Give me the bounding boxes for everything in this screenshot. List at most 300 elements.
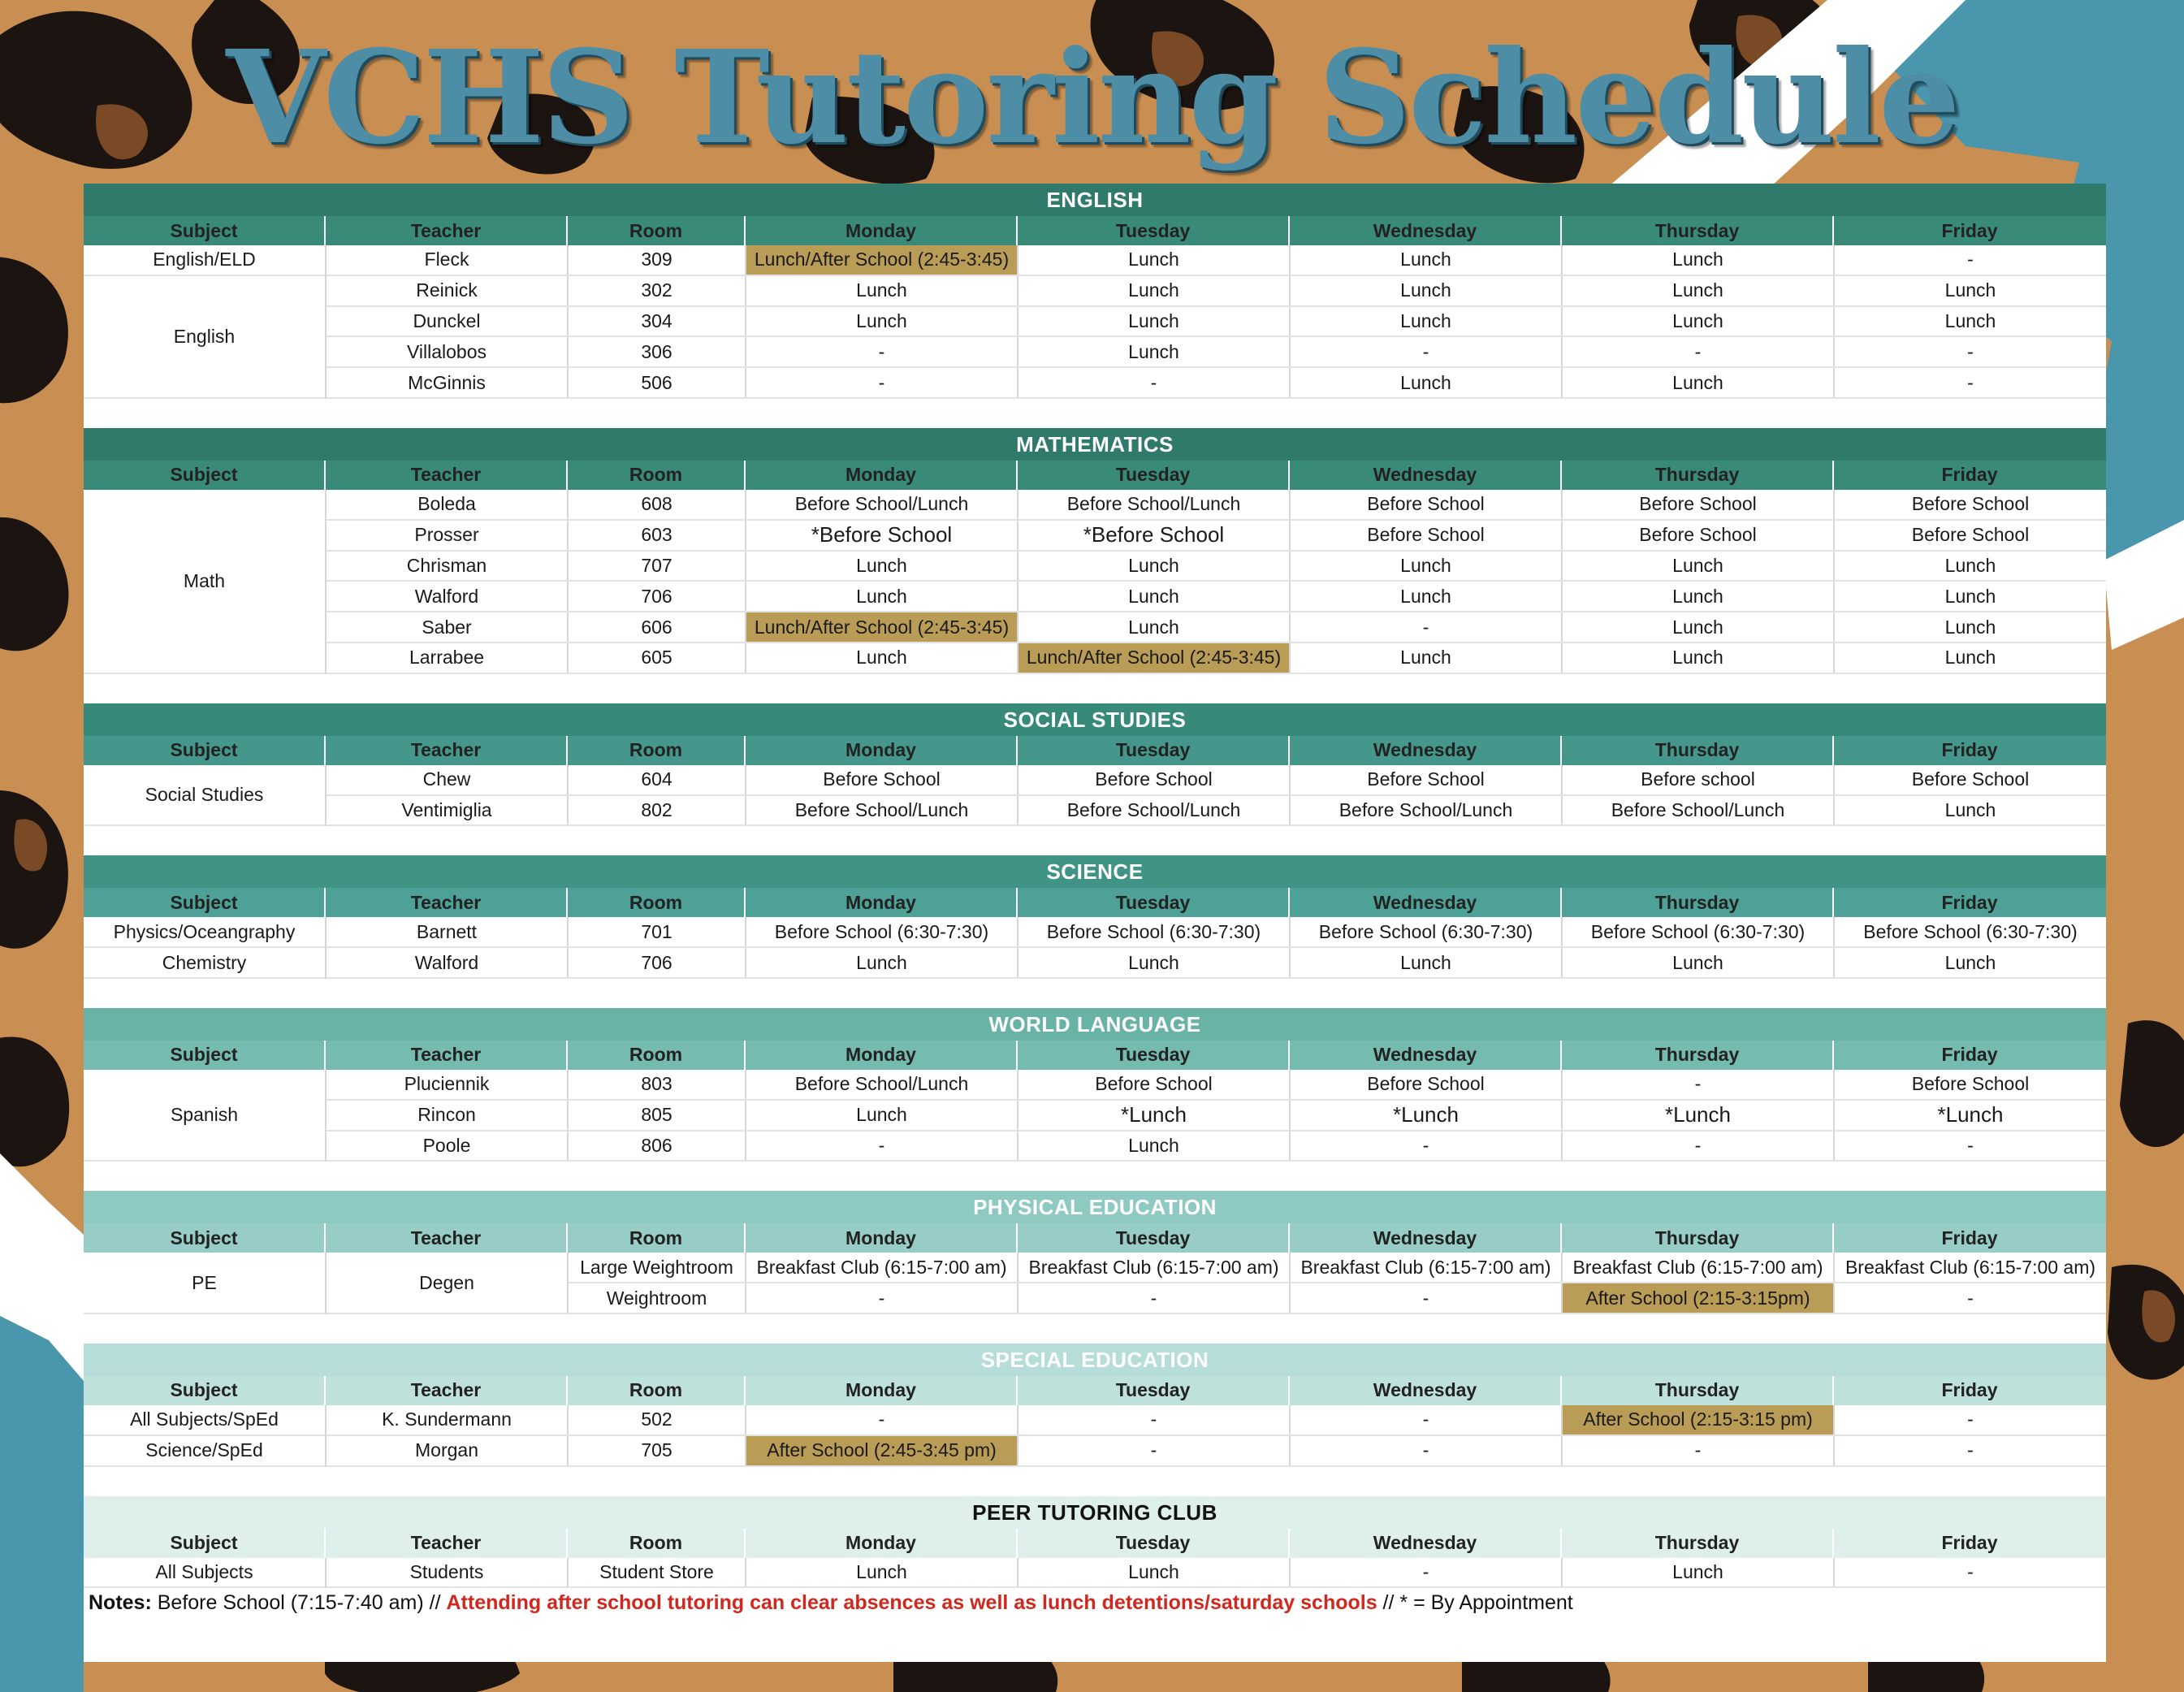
table-row [327,948,2106,979]
column-header: Teacher [326,1529,568,1558]
column-header: Wednesday [1290,216,1562,245]
teacher-cell: Degen [327,1253,569,1314]
notes-label: Notes: [89,1591,152,1615]
group-rows [327,765,2106,827]
column-header: Teacher [326,1041,568,1070]
table-row [327,307,2106,338]
column-header: Tuesday [1018,1041,1290,1070]
table-row [327,917,2106,948]
teacher-cell: Walford [327,582,569,611]
day-cell: Lunch [1944,585,1996,607]
column-header: Subject [84,1223,326,1253]
notes-appointment: // * = By Appointment [1377,1591,1573,1615]
merged-rows [569,1253,2106,1314]
day-cell: - [1967,1134,1974,1156]
column-header: Thursday [1562,1376,1834,1405]
teacher-cell: Chrisman [327,552,569,581]
room-cell: 604 [569,765,746,794]
day-cell: - [746,1283,1018,1313]
column-header: Friday [1941,1227,1998,1248]
group-rows [327,1436,2106,1467]
group-rows [327,245,2106,276]
room-cell: 605 [569,643,746,673]
room-cell: 803 [569,1070,746,1099]
subject-column [84,490,327,674]
section-title: PHYSICAL EDUCATION [84,1191,2106,1223]
teacher-cell: Rincon [327,1101,569,1130]
day-cell: - [1018,368,1291,397]
column-header: Wednesday [1290,1223,1562,1253]
room-cell: 706 [569,582,746,611]
day-cell: Before School (6:30-7:30) [1291,917,1563,946]
day-cell: Breakfast Club (6:15-7:00 am) [1845,1256,2096,1278]
day-cell: Breakfast Club (6:15-7:00 am) [746,1253,1018,1282]
day-cell: *Lunch [1563,1101,1835,1130]
group-rows [327,490,2106,674]
column-header: Monday [746,216,1018,245]
day-cell: Lunch [1563,582,1835,611]
subject-column [84,1405,327,1436]
column-header: Friday [1941,1044,1998,1066]
day-cell: *Before School [1018,521,1291,550]
day-cell: - [1018,1405,1291,1435]
column-header: Subject [84,216,326,245]
day-cell: Lunch [1018,245,1291,275]
column-header: Wednesday [1290,461,1562,490]
day-cell: Lunch [1291,368,1563,397]
day-cell: - [1967,1409,1974,1430]
column-header: Subject [84,1376,326,1405]
table-row [327,1558,2106,1589]
day-cell: Lunch [746,552,1018,581]
section-spacer [84,1467,2106,1496]
day-cell: - [746,1405,1018,1435]
room-cell: 603 [569,521,746,550]
day-cell: - [1291,1558,1563,1587]
section-title: SOCIAL STUDIES [84,703,2106,736]
day-cell: Before School/Lunch [1291,796,1563,825]
subject-cell: PE [84,1253,325,1314]
teacher-cell: K. Sundermann [327,1405,569,1435]
table-row [327,552,2106,582]
section-english [84,184,2106,399]
day-cell: Lunch [1563,368,1835,397]
day-cell: Before School [1911,768,2030,790]
day-cell: Lunch [1563,1558,1835,1587]
column-header: Tuesday [1018,736,1290,765]
day-cell: Lunch/After School (2:45-3:45) [746,245,1018,275]
day-cell: Lunch [1563,552,1835,581]
day-cell: *Lunch [1937,1102,2004,1127]
day-cell: Lunch [1291,245,1563,275]
section-spacer [84,979,2106,1008]
notes-line [84,1588,2106,1617]
column-header: Subject [84,888,326,917]
column-header: Room [568,1223,746,1253]
section-social_studies [84,703,2106,827]
table-row [327,276,2106,307]
day-cell: *Lunch [1018,1101,1291,1130]
day-cell: Lunch [1291,643,1563,673]
column-header: Room [568,216,746,245]
table-row [327,337,2106,368]
group-rows [327,1253,2106,1314]
column-header: Monday [746,1041,1018,1070]
group-rows [327,1405,2106,1436]
teacher-cell: Boleda [327,490,569,519]
column-header: Room [568,1376,746,1405]
column-header: Thursday [1562,888,1834,917]
day-cell: Lunch [1018,948,1291,977]
day-cell: Before School [1911,524,2030,546]
teacher-cell: Pluciennik [327,1070,569,1099]
subject-column [84,1436,327,1467]
column-header: Thursday [1562,1223,1834,1253]
column-header: Monday [746,1223,1018,1253]
day-cell: Lunch [746,1558,1018,1587]
room-cell: 608 [569,490,746,519]
column-header: Monday [746,888,1018,917]
day-cell: - [1563,1436,1835,1465]
table-row [327,612,2106,643]
table-row [327,1101,2106,1132]
section-peer_tutoring [84,1496,2106,1589]
subject-column [84,917,327,948]
room-cell: 502 [569,1405,746,1435]
group-rows [327,276,2106,399]
room-cell: 701 [569,917,746,946]
day-cell: Lunch [1018,307,1291,336]
column-header: Wednesday [1290,1376,1562,1405]
table-row [327,582,2106,612]
room-cell: 707 [569,552,746,581]
day-cell: Before school [1563,765,1835,794]
room-cell: Student Store [569,1558,746,1587]
day-cell: Lunch [1563,948,1835,977]
day-cell: - [1563,1132,1835,1161]
subject-cell: English [84,276,325,399]
column-header: Teacher [326,736,568,765]
day-cell: Lunch [746,307,1018,336]
day-cell: Before School [1291,765,1563,794]
day-cell: Lunch [1018,1132,1291,1161]
column-header: Room [568,736,746,765]
table-row [327,1405,2106,1436]
section-science [84,855,2106,979]
section-title: ENGLISH [84,184,2106,216]
column-header: Teacher [326,888,568,917]
column-header: Wednesday [1290,1529,1562,1558]
day-cell: - [1967,249,1974,270]
room-cell: 506 [569,368,746,397]
day-cell: Lunch [1944,798,1996,820]
header-row [84,1529,2106,1558]
table-row [327,643,2106,674]
day-cell: Lunch [1944,554,1996,576]
section-physical_education [84,1191,2106,1314]
header-row [84,1223,2106,1253]
day-cell: Before School (6:30-7:30) [1018,917,1291,946]
teacher-cell: Ventimiglia [327,796,569,825]
day-cell: - [1291,1436,1563,1465]
table-row [327,1436,2106,1467]
header-row [84,736,2106,765]
day-cell: - [746,1132,1018,1161]
column-header: Thursday [1562,216,1834,245]
teacher-cell: Fleck [327,245,569,275]
day-cell: Lunch [1944,309,1996,331]
subject-group [84,917,2106,948]
notes-highlight: Attending after school tutoring can clear absences as well as lunch detentions/saturday schools [446,1591,1377,1615]
day-cell: - [1291,1132,1563,1161]
notes-before-school: Before School (7:15-7:40 am) // [151,1591,447,1615]
teacher-cell: Prosser [327,521,569,550]
column-header: Thursday [1562,1529,1834,1558]
column-header: Tuesday [1018,1529,1290,1558]
day-cell: After School (2:15-3:15pm) [1563,1283,1835,1313]
section-mathematics [84,428,2106,674]
column-header: Room [568,461,746,490]
subject-group [84,1436,2106,1467]
column-header: Monday [746,1376,1018,1405]
day-cell: Before School [1911,1073,2030,1095]
subject-group [84,1253,2106,1314]
column-header: Teacher [326,461,568,490]
header-row [84,461,2106,490]
room-cell: 606 [569,612,746,642]
day-cell: Lunch/After School (2:45-3:45) [1018,643,1291,673]
room-cell: Large Weightroom [569,1253,746,1282]
teacher-cell: Students [327,1558,569,1587]
section-title: WORLD LANGUAGE [84,1008,2106,1041]
column-header: Tuesday [1018,461,1290,490]
table-row [327,245,2106,276]
column-header: Thursday [1562,736,1834,765]
group-rows [327,1070,2106,1162]
day-cell: Before School [1018,765,1291,794]
day-cell: Before School/Lunch [746,796,1018,825]
column-header: Friday [1941,891,1998,913]
day-cell: - [1018,1436,1291,1465]
group-rows [327,917,2106,948]
subject-cell: Spanish [84,1070,325,1162]
room-cell: 805 [569,1101,746,1130]
day-cell: Lunch [1291,307,1563,336]
day-cell: Lunch [1291,276,1563,305]
day-cell: - [1291,612,1563,642]
teacher-cell: Chew [327,765,569,794]
table-row [569,1253,2106,1283]
header-row [84,1376,2106,1405]
day-cell: - [1967,1439,1974,1461]
subject-cell: All Subjects [84,1558,325,1589]
table-row [327,521,2106,552]
subject-group [84,948,2106,979]
teacher-cell: Poole [327,1132,569,1161]
day-cell: Lunch [1944,951,1996,973]
teacher-cell: Barnett [327,917,569,946]
teacher-cell: Walford [327,948,569,977]
day-cell: Before School/Lunch [1018,490,1291,519]
teacher-cell: Saber [327,612,569,642]
subject-cell: Physics/Oceangraphy [84,917,325,948]
table-row [327,765,2106,796]
header-row [84,216,2106,245]
room-cell: 306 [569,337,746,366]
subject-column [84,948,327,979]
day-cell: Before School [1291,1070,1563,1099]
day-cell: *Before School [746,521,1018,550]
subject-column [84,1253,327,1314]
subject-cell: Social Studies [84,765,325,827]
day-cell: Lunch [1291,948,1563,977]
day-cell: Before School (6:30-7:30) [1563,917,1835,946]
column-header: Monday [746,461,1018,490]
table-row [327,368,2106,399]
day-cell: - [746,368,1018,397]
section-spacer [84,826,2106,855]
room-cell: 302 [569,276,746,305]
group-rows [327,1558,2106,1589]
column-header: Friday [1941,739,1998,761]
day-cell: Before School/Lunch [1563,796,1835,825]
teacher-cell: Morgan [327,1436,569,1465]
table-row [327,796,2106,827]
section-title: SCIENCE [84,855,2106,888]
page-title: VCHS Tutoring Schedule [226,23,1958,173]
column-header: Tuesday [1018,216,1290,245]
column-header: Wednesday [1290,888,1562,917]
column-header: Tuesday [1018,1223,1290,1253]
day-cell: - [1563,1070,1835,1099]
table-row [327,1070,2106,1101]
column-header: Friday [1941,1532,1998,1554]
section-title: PEER TUTORING CLUB [84,1496,2106,1529]
day-cell: Before School [1563,521,1835,550]
day-cell: Before School [1563,490,1835,519]
day-cell: Lunch [1563,276,1835,305]
column-header: Subject [84,1041,326,1070]
teacher-cell: McGinnis [327,368,569,397]
day-cell: Lunch [1944,279,1996,301]
day-cell: Lunch [1018,276,1291,305]
day-cell: Lunch [1944,647,1996,669]
section-spacer [84,399,2106,428]
column-header: Tuesday [1018,888,1290,917]
day-cell: Breakfast Club (6:15-7:00 am) [1291,1253,1563,1282]
day-cell: Before School/Lunch [746,1070,1018,1099]
day-cell: Before School [746,765,1018,794]
day-cell: Before School [1291,490,1563,519]
day-cell: Lunch [746,1101,1018,1130]
subject-group [84,765,2106,827]
column-header: Friday [1941,219,1998,241]
day-cell: - [1563,337,1835,366]
header-row [84,1041,2106,1070]
subject-group [84,245,2106,276]
header-row [84,888,2106,917]
day-cell: Lunch [746,643,1018,673]
day-cell: Lunch [746,948,1018,977]
column-header: Room [568,1041,746,1070]
day-cell: Before School/Lunch [1018,796,1291,825]
subject-group [84,1405,2106,1436]
schedule-sheet [84,184,2106,1662]
day-cell: - [746,337,1018,366]
teacher-cell: Larrabee [327,643,569,673]
subject-group [84,1558,2106,1589]
day-cell: Before School/Lunch [746,490,1018,519]
day-cell: - [1018,1283,1291,1313]
day-cell: Lunch [1018,1558,1291,1587]
section-spacer [84,1314,2106,1344]
day-cell: Lunch [1018,552,1291,581]
column-header: Subject [84,461,326,490]
column-header: Wednesday [1290,1041,1562,1070]
column-header: Friday [1941,1379,1998,1401]
section-world_language [84,1008,2106,1162]
room-cell: 802 [569,796,746,825]
day-cell: *Lunch [1291,1101,1563,1130]
section-spacer [84,1162,2106,1191]
day-cell: - [1291,1405,1563,1435]
day-cell: Lunch [1563,307,1835,336]
subject-column [84,245,327,276]
column-header: Friday [1941,464,1998,486]
section-title: SPECIAL EDUCATION [84,1344,2106,1376]
subject-cell: Science/SpEd [84,1436,325,1467]
day-cell: Lunch [1563,245,1835,275]
day-cell: Lunch [746,582,1018,611]
column-header: Room [568,888,746,917]
day-cell: Lunch [1563,612,1835,642]
day-cell: Before School [1291,521,1563,550]
day-cell: Lunch [746,276,1018,305]
day-cell: Lunch [1291,582,1563,611]
column-header: Monday [746,1529,1018,1558]
room-cell: 309 [569,245,746,275]
day-cell: Breakfast Club (6:15-7:00 am) [1018,1253,1291,1282]
column-header: Subject [84,1529,326,1558]
day-cell: - [1291,337,1563,366]
table-row [327,1132,2106,1162]
day-cell: Lunch [1018,612,1291,642]
room-cell: 304 [569,307,746,336]
day-cell: - [1967,1287,1974,1309]
room-cell: Weightroom [569,1283,746,1313]
day-cell: Lunch [1018,582,1291,611]
subject-column [84,1558,327,1589]
table-row [569,1283,2106,1314]
day-cell: Lunch/After School (2:45-3:45) [746,612,1018,642]
teacher-cell: Reinick [327,276,569,305]
column-header: Teacher [326,1223,568,1253]
day-cell: - [1967,1560,1974,1582]
subject-cell: All Subjects/SpEd [84,1405,325,1436]
column-header: Monday [746,736,1018,765]
teacher-cell: Dunckel [327,307,569,336]
column-header: Teacher [326,1376,568,1405]
column-header: Teacher [326,216,568,245]
subject-column [84,765,327,827]
subject-cell: Chemistry [84,948,325,979]
column-header: Wednesday [1290,736,1562,765]
column-header: Subject [84,736,326,765]
table-row [327,490,2106,521]
day-cell: Before School [1911,493,2030,515]
day-cell: After School (2:45-3:45 pm) [746,1436,1018,1465]
day-cell: Before School [1018,1070,1291,1099]
